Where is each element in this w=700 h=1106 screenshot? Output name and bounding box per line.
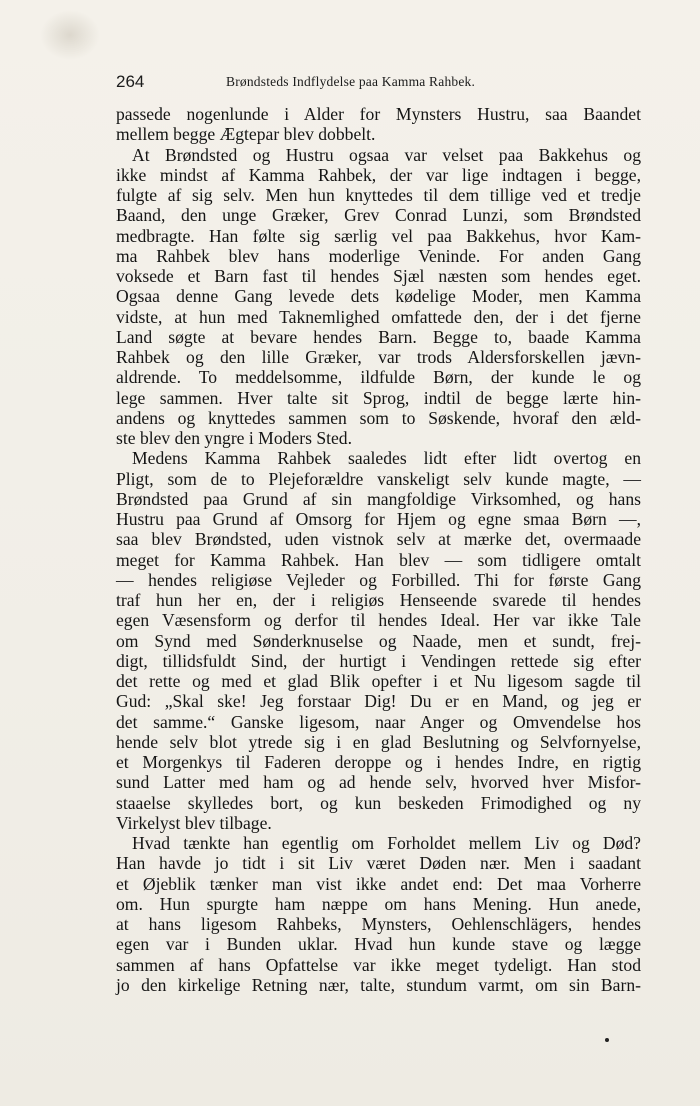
text-line: Medens Kamma Rahbek saaledes lidt efter lidt overtog en <box>132 448 641 469</box>
page-header <box>116 72 641 94</box>
text-line: Han havde jo tidt i sit Liv været Døden nær. Men i saadant <box>116 853 641 874</box>
text-line: andens og knyttedes sammen som to Søskende, hvoraf den æld- <box>116 407 641 428</box>
text-line: — hendes religiøse Vejleder og Forbilled. Thi for første Gang <box>116 569 641 590</box>
text-line: ste blev den yngre i Moders Sted. <box>116 428 353 448</box>
text-line: det rette og med et glad Blik opefter i et Nu ligesom sagde til <box>116 671 641 691</box>
text-line: om Synd med Sønderknuselse og Naade, men et sundt, frej- <box>116 630 641 651</box>
text-line: hende selv blot ytrede sig i en glad Beslutning og Selvfornyelse, <box>116 731 641 752</box>
text-line: meget for Kamma Rahbek. Han blev — som tidligere omtalt <box>116 549 641 570</box>
text-line: Hustru paa Grund af Omsorg for Hjem og egne smaa Børn —, <box>116 509 641 529</box>
text-line: vidste, at hun med Taknemlighed omfattede den, der i det fjerne <box>116 306 641 327</box>
text-line: Land søgte at bevare hendes Barn. Begge to, baade Kamma <box>116 326 641 347</box>
text-line: Virkelyst blev tilbage. <box>116 812 272 833</box>
text-line: mellem begge Ægtepar blev dobbelt. <box>116 124 376 145</box>
text-line: staaelse skylledes bort, og kun beskeden Frimodighed og ny <box>116 792 641 813</box>
text-line: saa blev Brøndsted, uden vistnok selv at mærke det, overmaade <box>116 529 641 550</box>
text-line: jo den kirkelige Retning nær, talte, stundum varmt, om sin Barn- <box>116 974 641 995</box>
text-line: passede nogenlunde i Alder for Mynsters Hustru, saa Baandet <box>116 104 641 124</box>
text-line: Baand, den unge Græker, Grev Conrad Lunzi, som Brøndsted <box>116 205 641 226</box>
text-line: At Brøndsted og Hustru ogsaa var velset paa Bakkehus og <box>132 144 641 165</box>
text-line: Brøndsted paa Grund af sin mangfoldige Virksomhed, og hans <box>116 488 641 509</box>
text-line: Rahbek og den lille Græker, var trods Aldersforskellen jævn- <box>116 347 641 367</box>
text-line: ikke mindst af Kamma Rahbek, der var lige indtagen i begge, <box>116 164 641 185</box>
text-line: Gud: „Skal ske! Jeg forstaar Dig! Du er en Mand, og jeg er <box>116 691 641 712</box>
text-line: egen var i Bunden uklar. Hvad hun kunde stave og lægge <box>116 934 641 955</box>
text-line: sund Latter med ham og ad hende selv, hvorved hver Misfor- <box>116 772 641 793</box>
ink-speck <box>605 1038 609 1042</box>
text-line: om. Hun spurgte ham næppe om hans Mening. Hun anede, <box>116 893 641 914</box>
text-line: voksede et Barn fast til hendes Sjæl næsten som hendes eget. <box>116 266 641 286</box>
text-line: Pligt, som de to Plejeforældre vanskeligt selv kunde magte, — <box>116 468 641 489</box>
text-line: lege sammen. Hver talte sit Sprog, indtil de begge lærte hin- <box>116 387 641 408</box>
text-line: egen Væsensform og derfor til hendes Ideal. Her var ikke Tale <box>116 610 641 631</box>
text-line: aldrende. To meddelsomme, ildfulde Børn, der kunde le og <box>116 367 641 388</box>
text-line: sammen af hans Opfattelse var ikke meget tydeligt. Han stod <box>116 954 641 975</box>
text-line: digt, tillidsfuldt Sind, der hurtigt i Vendingen rettede sig efter <box>116 650 641 671</box>
text-line: ma Rahbek blev hans moderlige Veninde. For anden Gang <box>116 245 641 266</box>
text-line: at hans ligesom Rahbeks, Mynsters, Oehlenschlägers, hendes <box>116 914 641 934</box>
text-line: Hvad tænkte han egentlig om Forholdet mellem Liv og Død? <box>132 833 641 853</box>
text-line: et Morgenkys til Faderen deroppe og i hendes Indre, en rigtig <box>116 752 641 772</box>
text-line: medbragte. Han følte sig særlig vel paa Bakkehus, hvor Kam- <box>116 225 641 246</box>
page-number: 264 <box>116 72 145 91</box>
text-line: et Øjeblik tænker man vist ikke andet end: Det maa Vorherre <box>116 873 641 894</box>
text-line: fulgte af sig selv. Men hun knyttedes til dem tillige ved et tredje <box>116 185 641 205</box>
text-line: Ogsaa denne Gang levede dets kødelige Moder, men Kamma <box>116 286 641 307</box>
running-head: Brøndsteds Indflydelse paa Kamma Rahbek. <box>226 74 476 89</box>
text-line: det samme.“ Ganske ligesom, naar Anger og Omvendelse hos <box>116 711 641 732</box>
body-text <box>116 104 641 995</box>
paper-smudge <box>40 10 100 60</box>
text-line: traf hun her en, der i religiøs Henseende svarede til hendes <box>116 590 641 610</box>
